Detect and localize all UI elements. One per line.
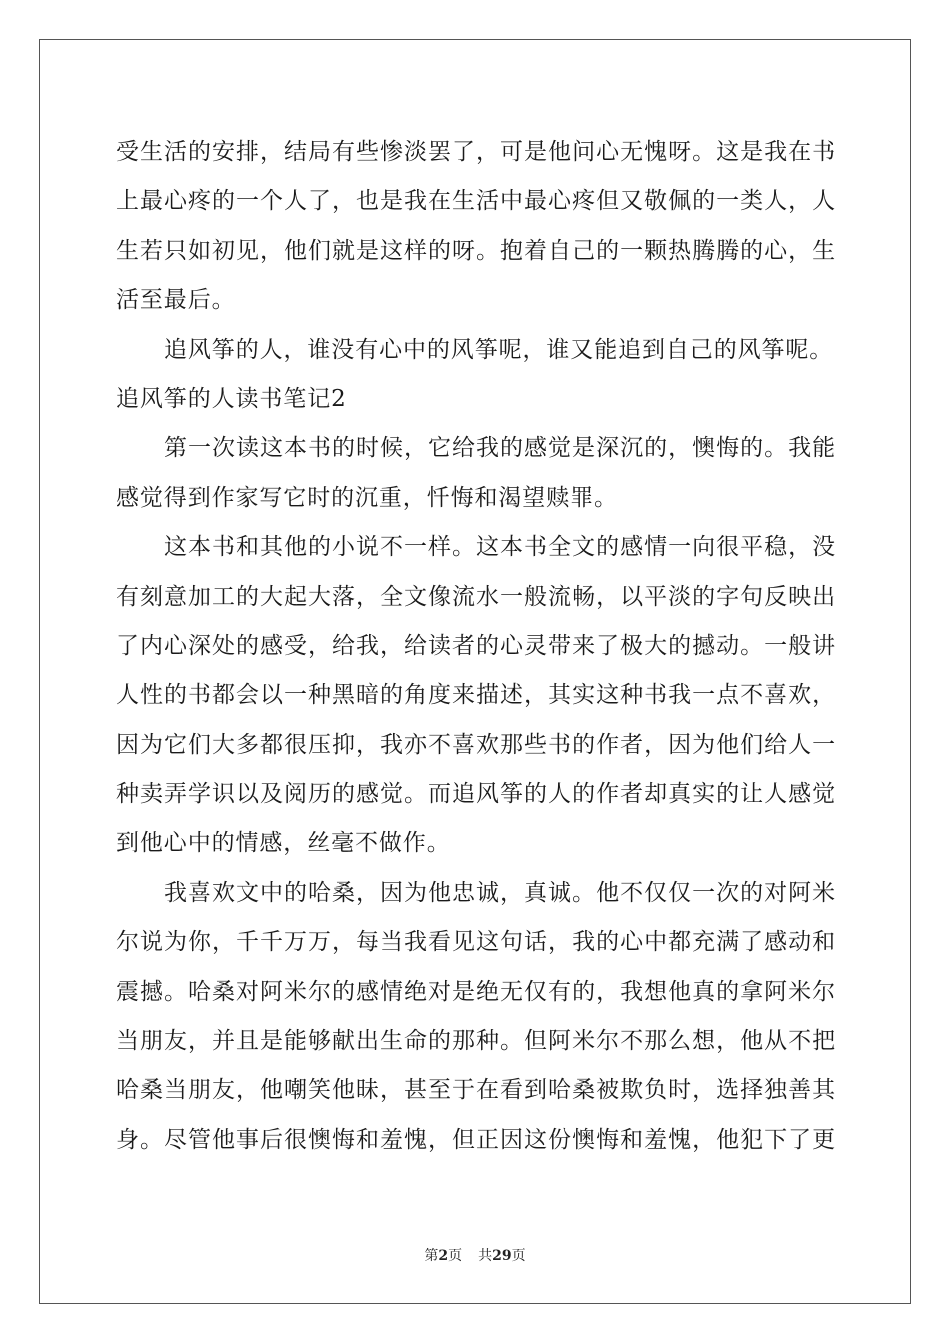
text-line: 当朋友，并且是能够献出生命的那种。但阿米尔不那么想，他从不把 <box>116 1028 836 1055</box>
text-line: 感觉得到作家写它时的沉重，忏悔和渴望赎罪。 <box>116 484 618 511</box>
text-line: 因为它们大多都很压抑，我亦不喜欢那些书的作者，因为他们给人一 <box>116 731 836 758</box>
text-line: 人性的书都会以一种黑暗的角度来描述，其实这种书我一点不喜欢， <box>116 682 836 709</box>
total-label-suffix: 页 <box>511 1248 526 1264</box>
text-line: 哈桑当朋友，他嘲笑他昧，甚至于在看到哈桑被欺负时，选择独善其 <box>116 1077 836 1104</box>
text-line: 种卖弄学识以及阅历的感觉。而追风筝的人的作者却真实的让人感觉 <box>116 781 836 808</box>
page-label-suffix: 页 <box>448 1248 463 1264</box>
page-label-prefix: 第 <box>424 1248 439 1264</box>
text-line: 这本书和其他的小说不一样。这本书全文的感情一向很平稳，没 <box>164 534 836 561</box>
text-line: 受生活的安排，结局有些惨淡罢了，可是他问心无愧呀。这是我在书 <box>116 139 836 165</box>
total-page-count: 29 <box>492 1248 512 1264</box>
text-line: 尔说为你，千千万万，每当我看见这句话，我的心中都充满了感动和 <box>116 929 836 956</box>
text-line: 我喜欢文中的哈桑，因为他忠诚，真诚。他不仅仅一次的对阿米 <box>164 879 836 906</box>
document-body <box>116 128 836 1165</box>
text-line: 了内心深处的感受，给我，给读者的心灵带来了极大的撼动。一般讲 <box>116 632 836 659</box>
current-page-number: 2 <box>438 1248 449 1264</box>
text-line: 追风筝的人，谁没有心中的风筝呢，谁又能追到自己的风筝呢。 <box>164 336 834 363</box>
text-line: 追风筝的人读书笔记2 <box>116 385 347 412</box>
text-line: 有刻意加工的大起大落，全文像流水一般流畅，以平淡的字句反映出 <box>116 583 836 610</box>
text-line: 到他心中的情感，丝毫不做作。 <box>116 830 451 857</box>
text-line: 震撼。哈桑对阿米尔的感情绝对是绝无仅有的，我想他真的拿阿米尔 <box>116 978 836 1005</box>
text-line: 上最心疼的一个人了，也是我在生活中最心疼但又敬佩的一类人，人 <box>116 188 836 215</box>
text-line: 身。尽管他事后很懊悔和羞愧，但正因这份懊悔和羞愧，他犯下了更 <box>116 1126 836 1153</box>
page-footer <box>0 1246 950 1266</box>
text-line: 活至最后。 <box>116 287 236 314</box>
total-label-prefix: 共 <box>478 1248 493 1264</box>
text-line: 第一次读这本书的时候，它给我的感觉是深沉的，懊悔的。我能 <box>164 435 836 462</box>
text-line: 生若只如初见，他们就是这样的呀。抱着自己的一颗热腾腾的心，生 <box>116 237 836 264</box>
